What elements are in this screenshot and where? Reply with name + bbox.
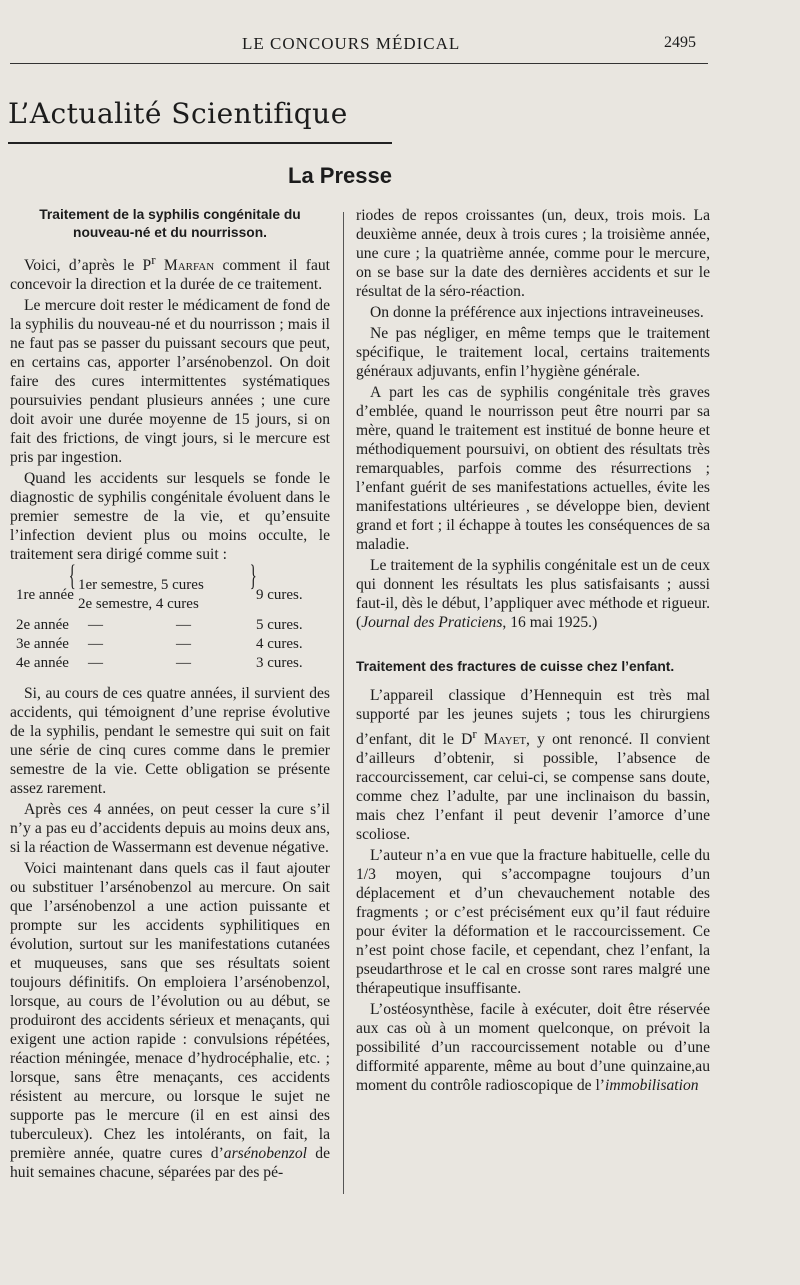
- journal-title: LE CONCOURS MÉDICAL: [242, 34, 461, 53]
- schedule-semester-1: 1er semestre, 5 cures: [78, 577, 204, 594]
- paragraph: Ne pas négliger, en même temps que le traitement spécifique, le traitement local, certains traitements généraux adjuvants, enfin l’hygiène générale.: [356, 325, 710, 380]
- header-rule: [10, 63, 708, 64]
- left-column: [10, 206, 330, 1184]
- schedule-year-1: 1re année { 1er semestre, 5 cures 2e semestre, 4 cures } 9 cures.: [16, 559, 303, 613]
- paragraph: Quand les accidents sur lesquels se fonde le diagnostic de syphilis congénitale évoluent dans le premier semestre de la vie, et qu’ensuite l’infection devient plus ou moins occulte, le traitement sera dirigé comme suit :: [10, 470, 330, 564]
- schedule-semester-2: 2e semestre, 4 cures: [78, 596, 199, 613]
- paragraph: Après ces 4 années, on peut cesser la cure s’il n’y a pas eu d’accidents depuis au moins deux ans, si la réaction de Wassermann est devenue négative.: [10, 801, 330, 857]
- article-title-fractures: Traitement des fractures de cuisse chez l’enfant.: [356, 659, 675, 674]
- paragraph: Le traitement de la syphilis congénitale est un de ceux qui donnent les résultats les plus satisfaisants ; aussi faut-il, dès le début, l’appliquer avec méthode et rigueur. (Journal des Praticiens, 16 mai 1925.): [356, 557, 710, 631]
- paragraph: Le mercure doit rester le médicament de fond de la syphilis du nouveau-né et du nourrisson ; mais il ne faut pas se passer du puissant secours que peut, en certains cas, apporter l’arsénobenzol. On doit faire des cures intermittentes systématiques poursuivies pendant plusieurs années ; une cure doit avoir une durée moyenne de 15 jours, si on fait des frictions, de vingt jours, si le mercure est pris par ingestion.: [10, 297, 330, 467]
- paragraph: A part les cas de syphilis congénitale très graves d’emblée, quand le nourrisson peut être nourri par sa mère, quand le traitement est institué de bonne heure et méthodiquement poursuivi, on obtient des résultats très remarquables, parfois comme des résurrections ; l’enfant guérit de ses manifestations actuelles, évite les manifestations ultérieures , se développe bien, devient grand et fort ; il échappe à toutes les conséquences de sa maladie.: [356, 384, 710, 553]
- schedule-total: 9 cures.: [256, 587, 303, 604]
- paragraph: L’ostéosynthèse, facile à exécuter, doit être réservée aux cas où à un moment quelconque, on prévoit la possibilité d’un raccourcissement notable ou d’une difformité apparente, même au bout d’une quinzaine,au moment du contrôle radioscopique de l’immobilisation: [356, 1001, 710, 1095]
- article-title-syphilis: Traitement de la syphilis congénitale du nouveau-né et du nourrisson.: [39, 207, 301, 240]
- page-number: 2495: [664, 34, 696, 51]
- author-name: Marfan: [163, 257, 215, 275]
- paragraph: On donne la préférence aux injections intraveineuses.: [370, 304, 704, 321]
- column-divider: [343, 212, 344, 1194]
- treatment-schedule: 1re année { 1er semestre, 5 cures 2e semestre, 4 cures } 9 cures. 2e année — — 5 cures. 3e année — — 4 cures. 4e année — — 3 cures.: [10, 576, 330, 666]
- paragraph: Si, au cours de ces quatre années, il survient des accidents, qui témoignent d’une reprise évolutive de la syphilis, pendant le semestre qui suit on fait une série de cinq cures comme dans le premier semestre de la vie. Cette obligation se présente assez rarement.: [10, 685, 330, 798]
- subsection-title: La Presse: [288, 163, 392, 188]
- right-column: [356, 206, 710, 1097]
- paragraph: riodes de repos croissantes (un, deux, trois mois. La deuxième année, deux à trois cures ; la troisième année, une cure ; la quatrième année, comme pour le mercure, on se base sur la date des dernières accidents et sur le résultat de la séro-réaction.: [356, 207, 710, 300]
- paragraph: Voici maintenant dans quels cas il faut ajouter ou substituer l’arsénobenzol au mercure. On sait que l’arsénobenzol a une action puissante et prompte sur les accidents syphilitiques en évolution, surtout sur les manifestations cutanées et muqueuses, sans que ses résultats soient toujours définitifs. On emploiera l’arsénobenzol, lorsque, au cours de l’évolution ou au début, se produiront des accidents sérieux et menaçants, qui exigent une action rapide : convulsions répétées, réaction méningée, menace d’hydrocéphalie, etc. ; lorsque, sans être menaçants, ces accidents résistent au mercure, ou lorsque le sujet ne supporte pas le mercure (il en est ainsi des tuberculeux). Chez les intolérants, on fait, la première année, quatre cures d’arsénobenzol de huit semaines chacune, séparées par des pé-: [10, 860, 330, 1182]
- schedule-year-label: 1re année: [16, 587, 74, 604]
- paragraph: Voici, d’après le $P^r$ Marfan comment il faut concevoir la direction et la durée de ce traitement.: [10, 252, 330, 294]
- section-underline: [8, 142, 392, 144]
- paragraph: L’auteur n’a en vue que la fracture habituelle, celle du 1/3 moyen, qui s’accompagne toujours d’un déplacement et d’un chevauchement notable des fragments ; or c’est précisément eux qu’il faut réduire pour éviter la déformation et le raccourcissement. Ce n’est point chose facile, et cependant, chez l’enfant, la pseudarthrose et le cal en crosse sont rares malgré une thérapeutique insuffisante.: [356, 847, 710, 998]
- section-title: L’Actualité Scientifique: [8, 97, 348, 130]
- author-name: Mayet: [483, 731, 527, 749]
- running-header: [10, 30, 708, 60]
- citation: Journal des Praticiens: [361, 614, 503, 631]
- paragraph: L’appareil classique d’Hennequin est très mal supporté par les jeunes sujets ; tous les chirurgiens d’enfant, dit le $D^r$ Mayet, y ont renoncé. Il convient d’ailleurs d’obtenir, si possible, l’absence de raccourcissement, car celui-ci, se compense sans doute, comme chez l’adulte, par une inclinaison du bassin, mais chez l’enfant il peut devenir l’amorce d’une scoliose.: [356, 687, 710, 844]
